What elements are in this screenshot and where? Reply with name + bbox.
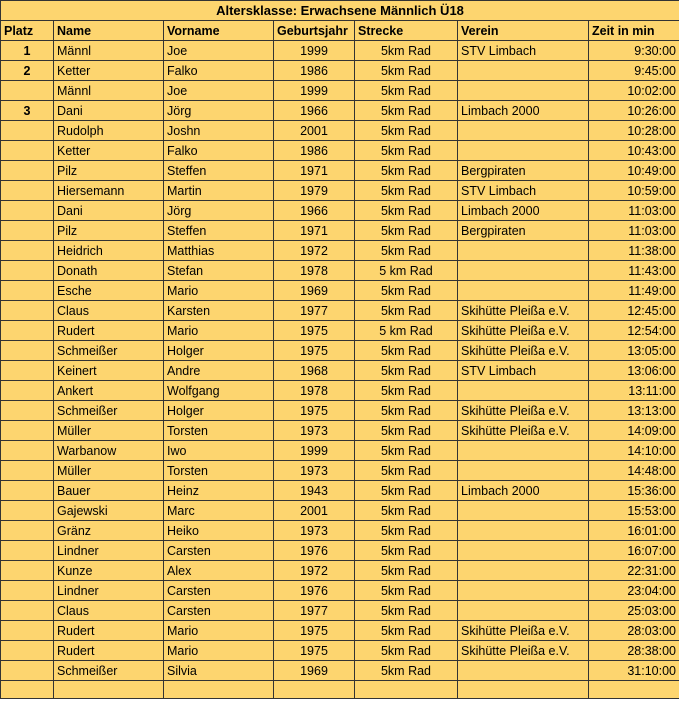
cell-name: Bauer <box>54 481 164 501</box>
table-row <box>1 661 679 681</box>
cell-name: Keinert <box>54 361 164 381</box>
cell-name: Rudert <box>54 621 164 641</box>
cell-geburtsjahr: 1977 <box>274 301 355 321</box>
cell-strecke: 5km Rad <box>355 221 458 241</box>
table-row <box>1 141 679 161</box>
table-row <box>1 301 679 321</box>
cell-vorname: Stefan <box>164 261 274 281</box>
cell-strecke: 5km Rad <box>355 561 458 581</box>
cell-geburtsjahr: 1976 <box>274 541 355 561</box>
cell-vorname: Steffen <box>164 161 274 181</box>
cell-strecke: 5km Rad <box>355 101 458 121</box>
cell-verein <box>458 561 589 581</box>
cell-verein: Skihütte Pleißa e.V. <box>458 321 589 341</box>
cell-strecke: 5km Rad <box>355 381 458 401</box>
cell-geburtsjahr: 1972 <box>274 561 355 581</box>
cell-geburtsjahr: 1975 <box>274 641 355 661</box>
cell-zeit: 28:03:00 <box>589 621 679 641</box>
cell-geburtsjahr: 1999 <box>274 441 355 461</box>
cell-name: Warbanow <box>54 441 164 461</box>
cell-geburtsjahr: 2001 <box>274 501 355 521</box>
cell-strecke: 5km Rad <box>355 361 458 381</box>
cell-platz <box>1 201 54 221</box>
cell-zeit: 25:03:00 <box>589 601 679 621</box>
cell-zeit: 14:10:00 <box>589 441 679 461</box>
cell-zeit: 11:03:00 <box>589 221 679 241</box>
cell-vorname: Alex <box>164 561 274 581</box>
table-row <box>1 381 679 401</box>
cell-strecke: 5km Rad <box>355 461 458 481</box>
cell-strecke: 5km Rad <box>355 281 458 301</box>
cell-vorname: Mario <box>164 281 274 301</box>
cell-verein: Skihütte Pleißa e.V. <box>458 401 589 421</box>
empty-cell <box>458 681 589 699</box>
cell-geburtsjahr: 1978 <box>274 381 355 401</box>
cell-geburtsjahr: 1968 <box>274 361 355 381</box>
cell-platz <box>1 621 54 641</box>
cell-geburtsjahr: 2001 <box>274 121 355 141</box>
cell-verein: Skihütte Pleißa e.V. <box>458 341 589 361</box>
cell-zeit: 10:43:00 <box>589 141 679 161</box>
empty-cell <box>54 681 164 699</box>
cell-zeit: 16:07:00 <box>589 541 679 561</box>
cell-platz <box>1 261 54 281</box>
cell-verein: Skihütte Pleißa e.V. <box>458 641 589 661</box>
cell-zeit: 11:43:00 <box>589 261 679 281</box>
cell-vorname: Joshn <box>164 121 274 141</box>
cell-vorname: Carsten <box>164 581 274 601</box>
cell-verein <box>458 121 589 141</box>
cell-name: Rudert <box>54 641 164 661</box>
cell-zeit: 15:53:00 <box>589 501 679 521</box>
cell-platz <box>1 281 54 301</box>
cell-strecke: 5km Rad <box>355 601 458 621</box>
cell-name: Donath <box>54 261 164 281</box>
cell-geburtsjahr: 1966 <box>274 201 355 221</box>
cell-verein <box>458 601 589 621</box>
cell-platz <box>1 641 54 661</box>
cell-name: Lindner <box>54 541 164 561</box>
cell-verein: STV Limbach <box>458 41 589 61</box>
cell-strecke: 5km Rad <box>355 421 458 441</box>
cell-platz <box>1 401 54 421</box>
cell-vorname: Karsten <box>164 301 274 321</box>
table-row <box>1 61 679 81</box>
empty-cell <box>355 681 458 699</box>
header-platz: Platz <box>1 21 54 41</box>
table-row <box>1 41 679 61</box>
cell-name: Kunze <box>54 561 164 581</box>
cell-vorname: Marc <box>164 501 274 521</box>
cell-geburtsjahr: 1977 <box>274 601 355 621</box>
cell-strecke: 5km Rad <box>355 201 458 221</box>
cell-zeit: 12:45:00 <box>589 301 679 321</box>
cell-geburtsjahr: 1969 <box>274 661 355 681</box>
cell-name: Männl <box>54 81 164 101</box>
header-row <box>1 21 679 41</box>
empty-cell <box>1 681 54 699</box>
cell-zeit: 14:48:00 <box>589 461 679 481</box>
cell-zeit: 9:30:00 <box>589 41 679 61</box>
cell-name: Heidrich <box>54 241 164 261</box>
cell-vorname: Jörg <box>164 201 274 221</box>
cell-name: Ketter <box>54 141 164 161</box>
cell-vorname: Joe <box>164 81 274 101</box>
cell-strecke: 5km Rad <box>355 521 458 541</box>
table-row <box>1 361 679 381</box>
cell-platz <box>1 121 54 141</box>
cell-geburtsjahr: 1943 <box>274 481 355 501</box>
table-row <box>1 541 679 561</box>
cell-platz <box>1 661 54 681</box>
cell-verein: Limbach 2000 <box>458 201 589 221</box>
cell-strecke: 5km Rad <box>355 481 458 501</box>
cell-strecke: 5km Rad <box>355 81 458 101</box>
header-geburtsjahr: Geburtsjahr <box>274 21 355 41</box>
header-zeit: Zeit in min <box>589 21 679 41</box>
cell-name: Claus <box>54 301 164 321</box>
cell-zeit: 9:45:00 <box>589 61 679 81</box>
cell-verein <box>458 581 589 601</box>
cell-geburtsjahr: 1978 <box>274 261 355 281</box>
cell-vorname: Falko <box>164 61 274 81</box>
cell-strecke: 5km Rad <box>355 581 458 601</box>
table-row <box>1 221 679 241</box>
cell-name: Pilz <box>54 221 164 241</box>
cell-vorname: Holger <box>164 341 274 361</box>
cell-geburtsjahr: 1999 <box>274 81 355 101</box>
cell-vorname: Holger <box>164 401 274 421</box>
empty-cell <box>589 681 679 699</box>
cell-verein <box>458 461 589 481</box>
cell-verein <box>458 81 589 101</box>
cell-vorname: Mario <box>164 641 274 661</box>
cell-zeit: 11:03:00 <box>589 201 679 221</box>
cell-platz <box>1 181 54 201</box>
cell-verein <box>458 241 589 261</box>
cell-vorname: Mario <box>164 321 274 341</box>
empty-row <box>1 681 679 699</box>
table-row <box>1 481 679 501</box>
table-row <box>1 441 679 461</box>
cell-verein: STV Limbach <box>458 361 589 381</box>
cell-zeit: 13:05:00 <box>589 341 679 361</box>
cell-platz <box>1 81 54 101</box>
cell-verein <box>458 141 589 161</box>
cell-verein <box>458 61 589 81</box>
cell-strecke: 5km Rad <box>355 141 458 161</box>
cell-geburtsjahr: 1999 <box>274 41 355 61</box>
cell-name: Claus <box>54 601 164 621</box>
cell-vorname: Heinz <box>164 481 274 501</box>
cell-name: Rudert <box>54 321 164 341</box>
cell-verein <box>458 281 589 301</box>
cell-name: Gajewski <box>54 501 164 521</box>
cell-name: Schmeißer <box>54 341 164 361</box>
cell-verein <box>458 441 589 461</box>
table-row <box>1 241 679 261</box>
cell-strecke: 5km Rad <box>355 641 458 661</box>
cell-zeit: 12:54:00 <box>589 321 679 341</box>
table-row <box>1 81 679 101</box>
cell-vorname: Wolfgang <box>164 381 274 401</box>
cell-vorname: Torsten <box>164 421 274 441</box>
cell-platz <box>1 141 54 161</box>
cell-verein <box>458 381 589 401</box>
table-row <box>1 321 679 341</box>
cell-name: Lindner <box>54 581 164 601</box>
cell-zeit: 10:28:00 <box>589 121 679 141</box>
cell-vorname: Falko <box>164 141 274 161</box>
table-row <box>1 461 679 481</box>
cell-geburtsjahr: 1979 <box>274 181 355 201</box>
cell-strecke: 5km Rad <box>355 661 458 681</box>
cell-vorname: Andre <box>164 361 274 381</box>
cell-platz <box>1 221 54 241</box>
cell-strecke: 5km Rad <box>355 441 458 461</box>
cell-name: Ankert <box>54 381 164 401</box>
cell-strecke: 5km Rad <box>355 621 458 641</box>
cell-strecke: 5 km Rad <box>355 321 458 341</box>
cell-verein <box>458 541 589 561</box>
cell-strecke: 5km Rad <box>355 181 458 201</box>
cell-zeit: 14:09:00 <box>589 421 679 441</box>
cell-vorname: Steffen <box>164 221 274 241</box>
empty-cell <box>274 681 355 699</box>
cell-name: Dani <box>54 101 164 121</box>
cell-strecke: 5km Rad <box>355 241 458 261</box>
cell-platz <box>1 381 54 401</box>
cell-verein: Limbach 2000 <box>458 481 589 501</box>
cell-name: Müller <box>54 421 164 441</box>
cell-verein: Skihütte Pleißa e.V. <box>458 301 589 321</box>
cell-geburtsjahr: 1975 <box>274 341 355 361</box>
cell-verein <box>458 661 589 681</box>
cell-geburtsjahr: 1973 <box>274 461 355 481</box>
cell-zeit: 15:36:00 <box>589 481 679 501</box>
cell-vorname: Carsten <box>164 541 274 561</box>
cell-strecke: 5km Rad <box>355 121 458 141</box>
cell-zeit: 13:06:00 <box>589 361 679 381</box>
cell-platz <box>1 341 54 361</box>
table-row <box>1 581 679 601</box>
cell-geburtsjahr: 1986 <box>274 61 355 81</box>
cell-name: Hiersemann <box>54 181 164 201</box>
cell-geburtsjahr: 1975 <box>274 321 355 341</box>
cell-name: Müller <box>54 461 164 481</box>
cell-zeit: 10:26:00 <box>589 101 679 121</box>
cell-name: Ketter <box>54 61 164 81</box>
cell-platz <box>1 461 54 481</box>
cell-platz <box>1 521 54 541</box>
cell-strecke: 5 km Rad <box>355 261 458 281</box>
cell-verein: Limbach 2000 <box>458 101 589 121</box>
cell-zeit: 28:38:00 <box>589 641 679 661</box>
cell-vorname: Joe <box>164 41 274 61</box>
cell-zeit: 10:59:00 <box>589 181 679 201</box>
empty-cell <box>164 681 274 699</box>
cell-geburtsjahr: 1971 <box>274 221 355 241</box>
table-row <box>1 401 679 421</box>
cell-platz <box>1 541 54 561</box>
cell-zeit: 10:02:00 <box>589 81 679 101</box>
cell-platz <box>1 241 54 261</box>
table-row <box>1 621 679 641</box>
table-title: Altersklasse: Erwachsene Männlich Ü18 <box>1 1 679 21</box>
header-strecke: Strecke <box>355 21 458 41</box>
cell-verein: Bergpiraten <box>458 221 589 241</box>
table-row <box>1 261 679 281</box>
cell-platz <box>1 481 54 501</box>
cell-strecke: 5km Rad <box>355 301 458 321</box>
cell-vorname: Silvia <box>164 661 274 681</box>
cell-platz: 2 <box>1 61 54 81</box>
cell-name: Esche <box>54 281 164 301</box>
cell-name: Schmeißer <box>54 661 164 681</box>
cell-vorname: Carsten <box>164 601 274 621</box>
cell-vorname: Torsten <box>164 461 274 481</box>
cell-platz <box>1 321 54 341</box>
cell-platz <box>1 561 54 581</box>
cell-zeit: 13:13:00 <box>589 401 679 421</box>
header-name: Name <box>54 21 164 41</box>
cell-verein: Skihütte Pleißa e.V. <box>458 421 589 441</box>
table-row <box>1 561 679 581</box>
cell-name: Pilz <box>54 161 164 181</box>
cell-verein: Skihütte Pleißa e.V. <box>458 621 589 641</box>
header-vorname: Vorname <box>164 21 274 41</box>
cell-platz <box>1 161 54 181</box>
cell-vorname: Heiko <box>164 521 274 541</box>
table-row <box>1 521 679 541</box>
cell-strecke: 5km Rad <box>355 401 458 421</box>
cell-vorname: Jörg <box>164 101 274 121</box>
cell-vorname: Iwo <box>164 441 274 461</box>
cell-zeit: 13:11:00 <box>589 381 679 401</box>
cell-zeit: 22:31:00 <box>589 561 679 581</box>
cell-name: Schmeißer <box>54 401 164 421</box>
cell-zeit: 16:01:00 <box>589 521 679 541</box>
cell-vorname: Matthias <box>164 241 274 261</box>
table-row <box>1 601 679 621</box>
cell-vorname: Martin <box>164 181 274 201</box>
cell-platz <box>1 441 54 461</box>
cell-platz: 1 <box>1 41 54 61</box>
table-row <box>1 201 679 221</box>
table-row <box>1 281 679 301</box>
cell-name: Gränz <box>54 521 164 541</box>
cell-platz <box>1 601 54 621</box>
table-row <box>1 501 679 521</box>
cell-geburtsjahr: 1973 <box>274 521 355 541</box>
table-row <box>1 181 679 201</box>
cell-zeit: 31:10:00 <box>589 661 679 681</box>
header-verein: Verein <box>458 21 589 41</box>
cell-zeit: 11:49:00 <box>589 281 679 301</box>
cell-verein <box>458 261 589 281</box>
cell-strecke: 5km Rad <box>355 341 458 361</box>
cell-strecke: 5km Rad <box>355 61 458 81</box>
cell-zeit: 23:04:00 <box>589 581 679 601</box>
cell-zeit: 11:38:00 <box>589 241 679 261</box>
cell-name: Rudolph <box>54 121 164 141</box>
cell-geburtsjahr: 1966 <box>274 101 355 121</box>
table-row <box>1 341 679 361</box>
cell-platz <box>1 581 54 601</box>
table-row <box>1 421 679 441</box>
cell-geburtsjahr: 1975 <box>274 621 355 641</box>
cell-verein <box>458 501 589 521</box>
cell-geburtsjahr: 1976 <box>274 581 355 601</box>
cell-platz <box>1 421 54 441</box>
cell-verein: Bergpiraten <box>458 161 589 181</box>
cell-name: Männl <box>54 41 164 61</box>
cell-geburtsjahr: 1975 <box>274 401 355 421</box>
cell-platz: 3 <box>1 101 54 121</box>
cell-strecke: 5km Rad <box>355 41 458 61</box>
cell-verein <box>458 521 589 541</box>
table-row <box>1 101 679 121</box>
cell-strecke: 5km Rad <box>355 541 458 561</box>
cell-geburtsjahr: 1972 <box>274 241 355 261</box>
cell-strecke: 5km Rad <box>355 161 458 181</box>
cell-vorname: Mario <box>164 621 274 641</box>
cell-verein: STV Limbach <box>458 181 589 201</box>
cell-strecke: 5km Rad <box>355 501 458 521</box>
cell-geburtsjahr: 1971 <box>274 161 355 181</box>
cell-geburtsjahr: 1986 <box>274 141 355 161</box>
table-row <box>1 121 679 141</box>
cell-name: Dani <box>54 201 164 221</box>
cell-geburtsjahr: 1969 <box>274 281 355 301</box>
table-row <box>1 641 679 661</box>
table-row <box>1 161 679 181</box>
cell-platz <box>1 361 54 381</box>
cell-platz <box>1 301 54 321</box>
cell-platz <box>1 501 54 521</box>
cell-zeit: 10:49:00 <box>589 161 679 181</box>
cell-geburtsjahr: 1973 <box>274 421 355 441</box>
